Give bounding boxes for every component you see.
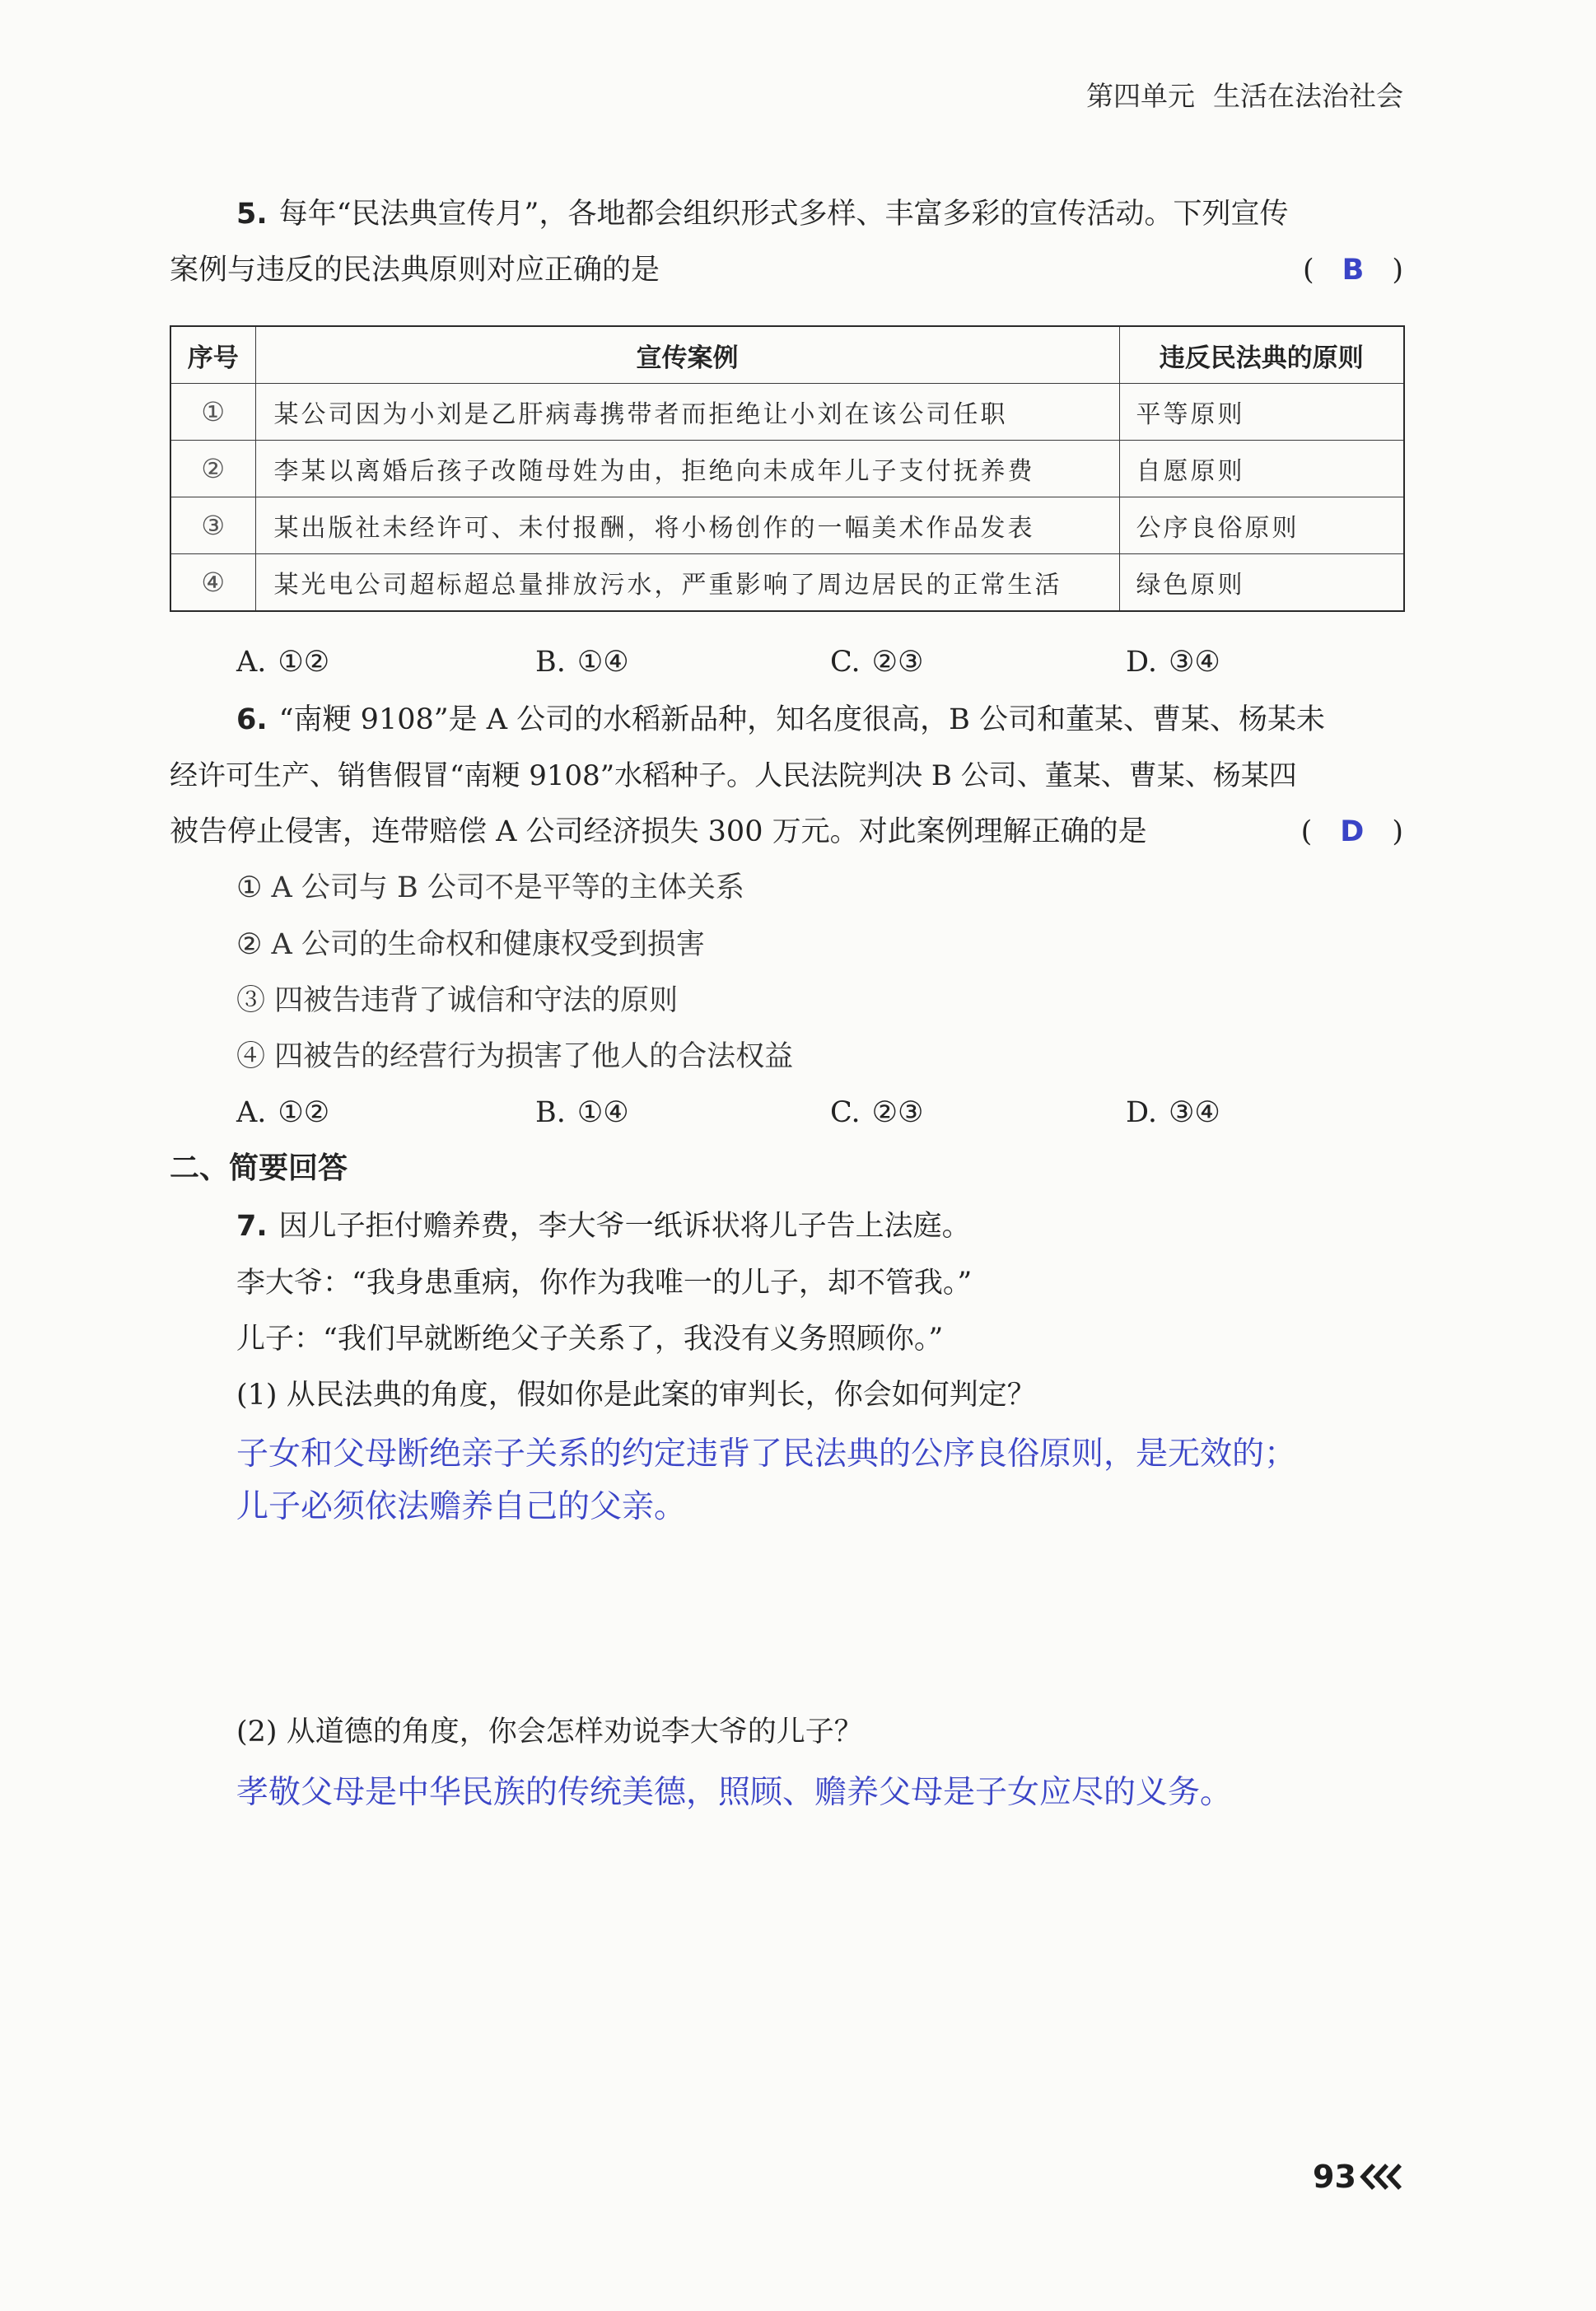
header-no: 序号 bbox=[170, 326, 255, 384]
sub2-text: 从道德的角度，你会怎样劝说李大爷的儿子？ bbox=[286, 1716, 863, 1748]
option-value: ①④ bbox=[576, 646, 629, 679]
q6-paren-close: ) bbox=[1392, 815, 1403, 848]
unit-title: 生活在法治社会 bbox=[1213, 80, 1403, 112]
q5-option-a bbox=[236, 644, 329, 680]
q7-intro: 因儿子拒付赡养费，李大爷一纸诉状将儿子告上法庭。 bbox=[278, 1210, 971, 1243]
page-number: 93 bbox=[1313, 2159, 1356, 2195]
q6-answer: D bbox=[1340, 815, 1365, 848]
q5-case-table bbox=[170, 325, 1405, 612]
q7-sub2-answer-line-1: 孝敬父母是中华民族的传统美德，照顾、赡养父母是子女应尽的义务。 bbox=[236, 1774, 1233, 1811]
option-letter: A. bbox=[236, 646, 267, 679]
row-case: 某公司因为小刘是乙肝病毒携带者而拒绝让小刘在该公司任职 bbox=[255, 384, 1119, 441]
q7-number: 7. bbox=[236, 1210, 268, 1243]
sub1-label: (1) bbox=[236, 1379, 278, 1412]
q6-statement-2 bbox=[236, 927, 705, 963]
q5-paren-open: ( bbox=[1303, 254, 1314, 287]
row-no: ① bbox=[170, 384, 255, 441]
header-principle: 违反民法典的原则 bbox=[1119, 326, 1404, 384]
option-value: ③④ bbox=[1168, 646, 1220, 679]
q6-line-3 bbox=[170, 814, 1147, 850]
q7-sub1-answer-line-1: 子女和父母断绝亲子关系的约定违背了民法典的公序良俗原则，是无效的； bbox=[236, 1436, 1297, 1473]
q7-dialogue-grandpa: 李大爷：“我身患重病，你作为我唯一的儿子，却不管我。” bbox=[236, 1267, 973, 1300]
q7-sub2-question bbox=[236, 1714, 863, 1750]
section-title: 二、简要回答 bbox=[170, 1151, 348, 1185]
table-row bbox=[170, 554, 1404, 612]
option-value: ①② bbox=[278, 646, 330, 679]
statement-no: ② bbox=[236, 928, 263, 961]
statement-text: 四被告的经营行为损害了他人的合法权益 bbox=[274, 1040, 794, 1073]
row-no: ③ bbox=[170, 497, 255, 554]
row-no: ④ bbox=[170, 554, 255, 612]
q5-text-2: 案例与违反的民法典原则对应正确的是 bbox=[170, 254, 660, 287]
statement-no: ③ bbox=[236, 984, 266, 1017]
statement-text: A 公司与 B 公司不是平等的主体关系 bbox=[271, 871, 744, 904]
row-no: ② bbox=[170, 441, 255, 497]
row-case: 某光电公司超标超总量排放污水，严重影响了周边居民的正常生活 bbox=[255, 554, 1119, 612]
option-value: ①② bbox=[278, 1096, 330, 1129]
option-letter: D. bbox=[1126, 646, 1157, 679]
chevrons-left-icon bbox=[1359, 2162, 1407, 2195]
q7-intro-line bbox=[236, 1208, 971, 1244]
q6-line-1 bbox=[236, 702, 1325, 738]
q5-option-b bbox=[535, 644, 629, 680]
option-letter: C. bbox=[830, 1096, 861, 1129]
q6-option-b bbox=[535, 1095, 629, 1131]
q6-statement-3 bbox=[236, 983, 678, 1019]
q6-line-2 bbox=[170, 758, 1297, 794]
q5-paren-close: ) bbox=[1392, 254, 1403, 287]
option-letter: B. bbox=[535, 646, 566, 679]
row-principle: 自愿原则 bbox=[1119, 441, 1404, 497]
row-principle: 绿色原则 bbox=[1119, 554, 1404, 612]
q5-answer: B bbox=[1342, 254, 1365, 287]
q5-line-1 bbox=[236, 196, 1288, 232]
statement-no: ① bbox=[236, 871, 263, 904]
q5-line-2 bbox=[170, 252, 660, 288]
table-row bbox=[170, 384, 1404, 441]
q6-paren-open: ( bbox=[1300, 815, 1313, 848]
option-letter: C. bbox=[830, 646, 861, 679]
header-case: 宣传案例 bbox=[255, 326, 1119, 384]
q6-option-d bbox=[1126, 1095, 1220, 1131]
option-value: ②③ bbox=[871, 1096, 924, 1129]
q6-number: 6. bbox=[236, 703, 268, 736]
q6-statement-1 bbox=[236, 870, 744, 906]
q6-text-3: 被告停止侵害，连带赔偿 A 公司经济损失 300 万元。对此案例理解正确的是 bbox=[170, 815, 1147, 848]
q6-option-a bbox=[236, 1095, 329, 1131]
q7-sub1-question bbox=[236, 1377, 1036, 1413]
q5-answer-bracket bbox=[1303, 252, 1403, 288]
statement-text: 四被告违背了诚信和守法的原则 bbox=[274, 984, 679, 1017]
q7-sub1-answer-line-2: 儿子必须依法赡养自己的父亲。 bbox=[236, 1488, 687, 1525]
option-letter: D. bbox=[1126, 1096, 1157, 1129]
option-value: ③④ bbox=[1168, 1096, 1220, 1129]
q6-text-1: “南粳 9108”是 A 公司的水稻新品种，知名度很高，B 公司和董某、曹某、杨某未 bbox=[278, 703, 1326, 736]
option-value: ②③ bbox=[871, 646, 924, 679]
running-header bbox=[1086, 78, 1403, 114]
q5-text-1: 每年“民法典宣传月”，各地都会组织形式多样、丰富多彩的宣传活动。下列宣传 bbox=[278, 198, 1289, 231]
unit-label: 第四单元 bbox=[1086, 80, 1195, 112]
row-case: 李某以离婚后孩子改随母姓为由，拒绝向未成年儿子支付抚养费 bbox=[255, 441, 1119, 497]
q5-option-c bbox=[830, 644, 923, 680]
table-header-row bbox=[170, 326, 1404, 384]
sub2-label: (2) bbox=[236, 1716, 278, 1748]
q7-dialogue-son: 儿子：“我们早就断绝父子关系了，我没有义务照顾你。” bbox=[236, 1323, 944, 1356]
row-principle: 平等原则 bbox=[1119, 384, 1404, 441]
row-case: 某出版社未经许可、未付报酬，将小杨创作的一幅美术作品发表 bbox=[255, 497, 1119, 554]
statement-no: ④ bbox=[236, 1040, 266, 1073]
statement-text: A 公司的生命权和健康权受到损害 bbox=[271, 928, 705, 961]
q5-option-d bbox=[1126, 644, 1220, 680]
sub1-text: 从民法典的角度，假如你是此案的审判长，你会如何判定？ bbox=[286, 1379, 1036, 1412]
option-letter: A. bbox=[236, 1096, 267, 1129]
option-value: ①④ bbox=[576, 1096, 629, 1129]
table-row bbox=[170, 441, 1404, 497]
q5-number: 5. bbox=[236, 198, 268, 231]
q6-option-c bbox=[830, 1095, 923, 1131]
q6-statement-4 bbox=[236, 1039, 793, 1075]
q6-text-2: 经许可生产、销售假冒“南粳 9108”水稻种子。人民法院判决 B 公司、董某、曹某、杨某四 bbox=[170, 759, 1297, 792]
option-letter: B. bbox=[535, 1096, 566, 1129]
table-row bbox=[170, 497, 1404, 554]
row-principle: 公序良俗原则 bbox=[1119, 497, 1404, 554]
q6-answer-bracket bbox=[1301, 814, 1403, 850]
